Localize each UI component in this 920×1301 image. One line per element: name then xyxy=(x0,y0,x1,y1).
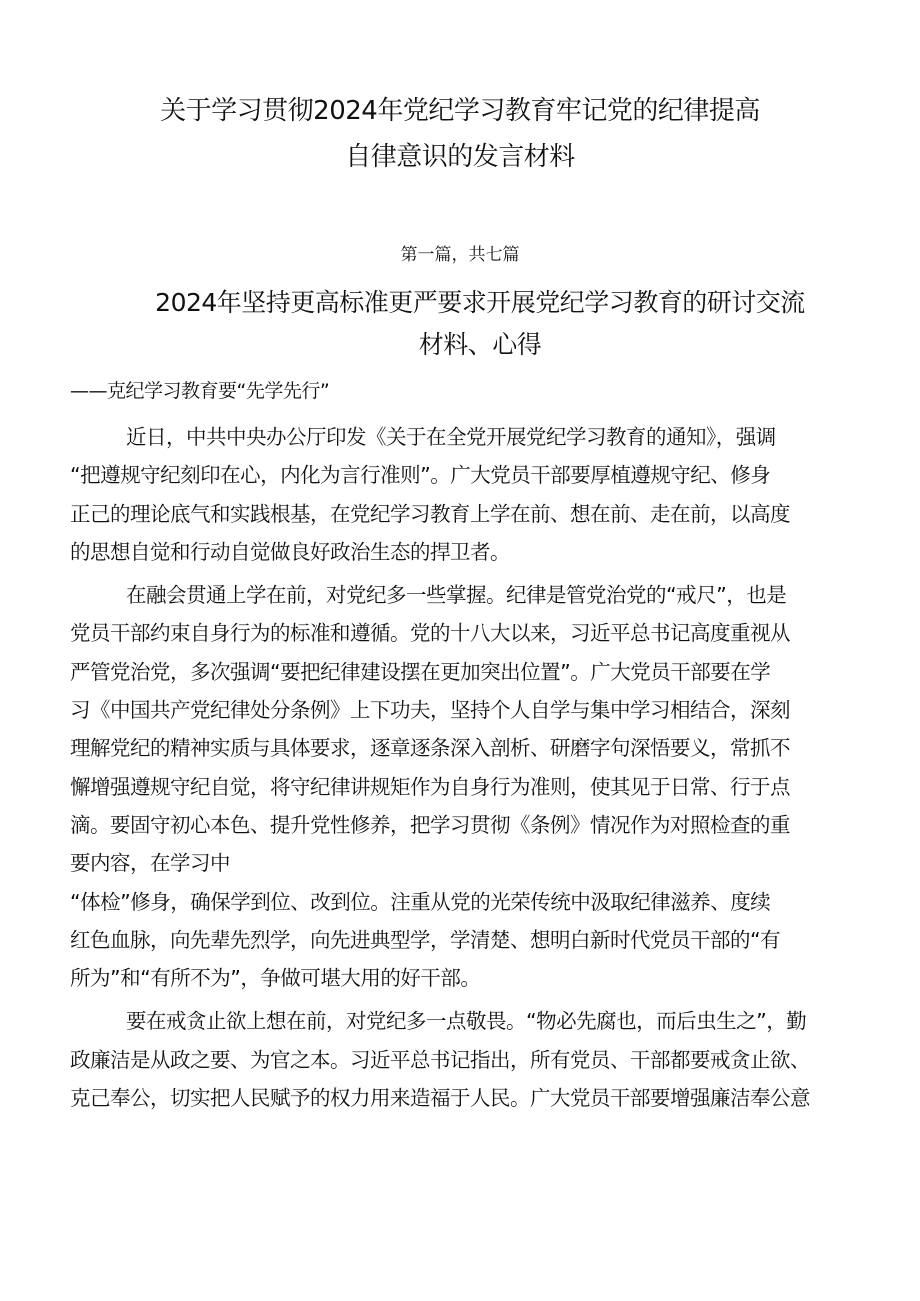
text-line: 要内容，在学习中 xyxy=(70,851,230,876)
text-line: 要在戒贪止欲上想在前，对党纪多一点敬畏。“物必先腐也，而后虫生之”，勤 xyxy=(126,1009,807,1034)
text-line: 克己奉公，切实把人民赋予的权力用来造福于人民。广大党员干部要增强廉洁奉公意 xyxy=(70,1086,810,1111)
text-line: 近日，中共中央办公厅印发《关于在全党开展党纪学习教育的通知》，强调 xyxy=(126,425,776,449)
text-line: 懈增强遵规守纪自觉，将守纪律讲规矩作为自身行为准则，使其见于日常、行于点 xyxy=(70,774,790,799)
section-title-line: 2024年坚持更高标准更严要求开展党纪学习教育的研讨交流 xyxy=(155,288,805,317)
document-title-line: 关于学习贯彻2024年党纪学习教育牢记党的纪律提高 xyxy=(160,96,760,126)
paragraph xyxy=(70,576,855,997)
text-line: 的思想自觉和行动自觉做良好政治生态的捍卫者。 xyxy=(70,539,510,564)
paragraph xyxy=(70,418,855,571)
text-line: 习《中国共产党纪律处分条例》上下功夫，坚持个人自学与集中学习相结合，深刻 xyxy=(70,698,790,723)
text-line: 所为”和“有所不为”，争做可堪大用的好干部。 xyxy=(70,966,481,991)
text-line: 正己的理论底气和实践根基，在党纪学习教育上学在前、想在前、走在前，以高度 xyxy=(70,501,790,526)
text-line: “体检”修身，确保学到位、改到位。注重从党的光荣传统中汲取纪律滋养、度续 xyxy=(70,889,771,914)
document-title xyxy=(60,88,860,180)
part-label: 第一篇，共七篇 xyxy=(400,245,520,265)
body-text xyxy=(70,418,855,1117)
document-title-line: 自律意识的发言材料 xyxy=(345,142,575,172)
paragraph xyxy=(70,1002,855,1117)
section-title-line: 材料、心得 xyxy=(418,330,542,359)
text-line: “把遵规守纪刻印在心，内化为言行准则”。广大党员干部要厚植遵规守纪、修身 xyxy=(70,463,771,488)
text-line: 在融会贯通上学在前，对党纪多一些掌握。纪律是管党治党的“戒尺”，也是 xyxy=(126,583,787,608)
text-line: 党员干部约束自身行为的标准和遵循。党的十八大以来，习近平总书记高度重视从 xyxy=(70,621,790,646)
section-title xyxy=(80,282,880,366)
text-line: 红色血脉，向先辈先烈学，向先进典型学，学清楚、想明白新时代党员干部的“有 xyxy=(70,927,781,952)
text-line: 滴。要固守初心本色、提升党性修养，把学习贯彻《条例》情况作为对照检查的重 xyxy=(70,812,790,837)
section-subtitle: ——克纪学习教育要“先学先行” xyxy=(70,380,330,402)
text-line: 理解党纪的精神实质与具体要求，逐章逐条深入剖析、研磨字句深悟要义，常抓不 xyxy=(70,736,790,761)
text-line: 政廉洁是从政之要、为官之本。习近平总书记指出，所有党员、干部都要戒贪止欲、 xyxy=(70,1047,810,1072)
text-line: 严管党治党，多次强调“要把纪律建设摆在更加突出位置”。广大党员干部要在学 xyxy=(70,659,771,684)
